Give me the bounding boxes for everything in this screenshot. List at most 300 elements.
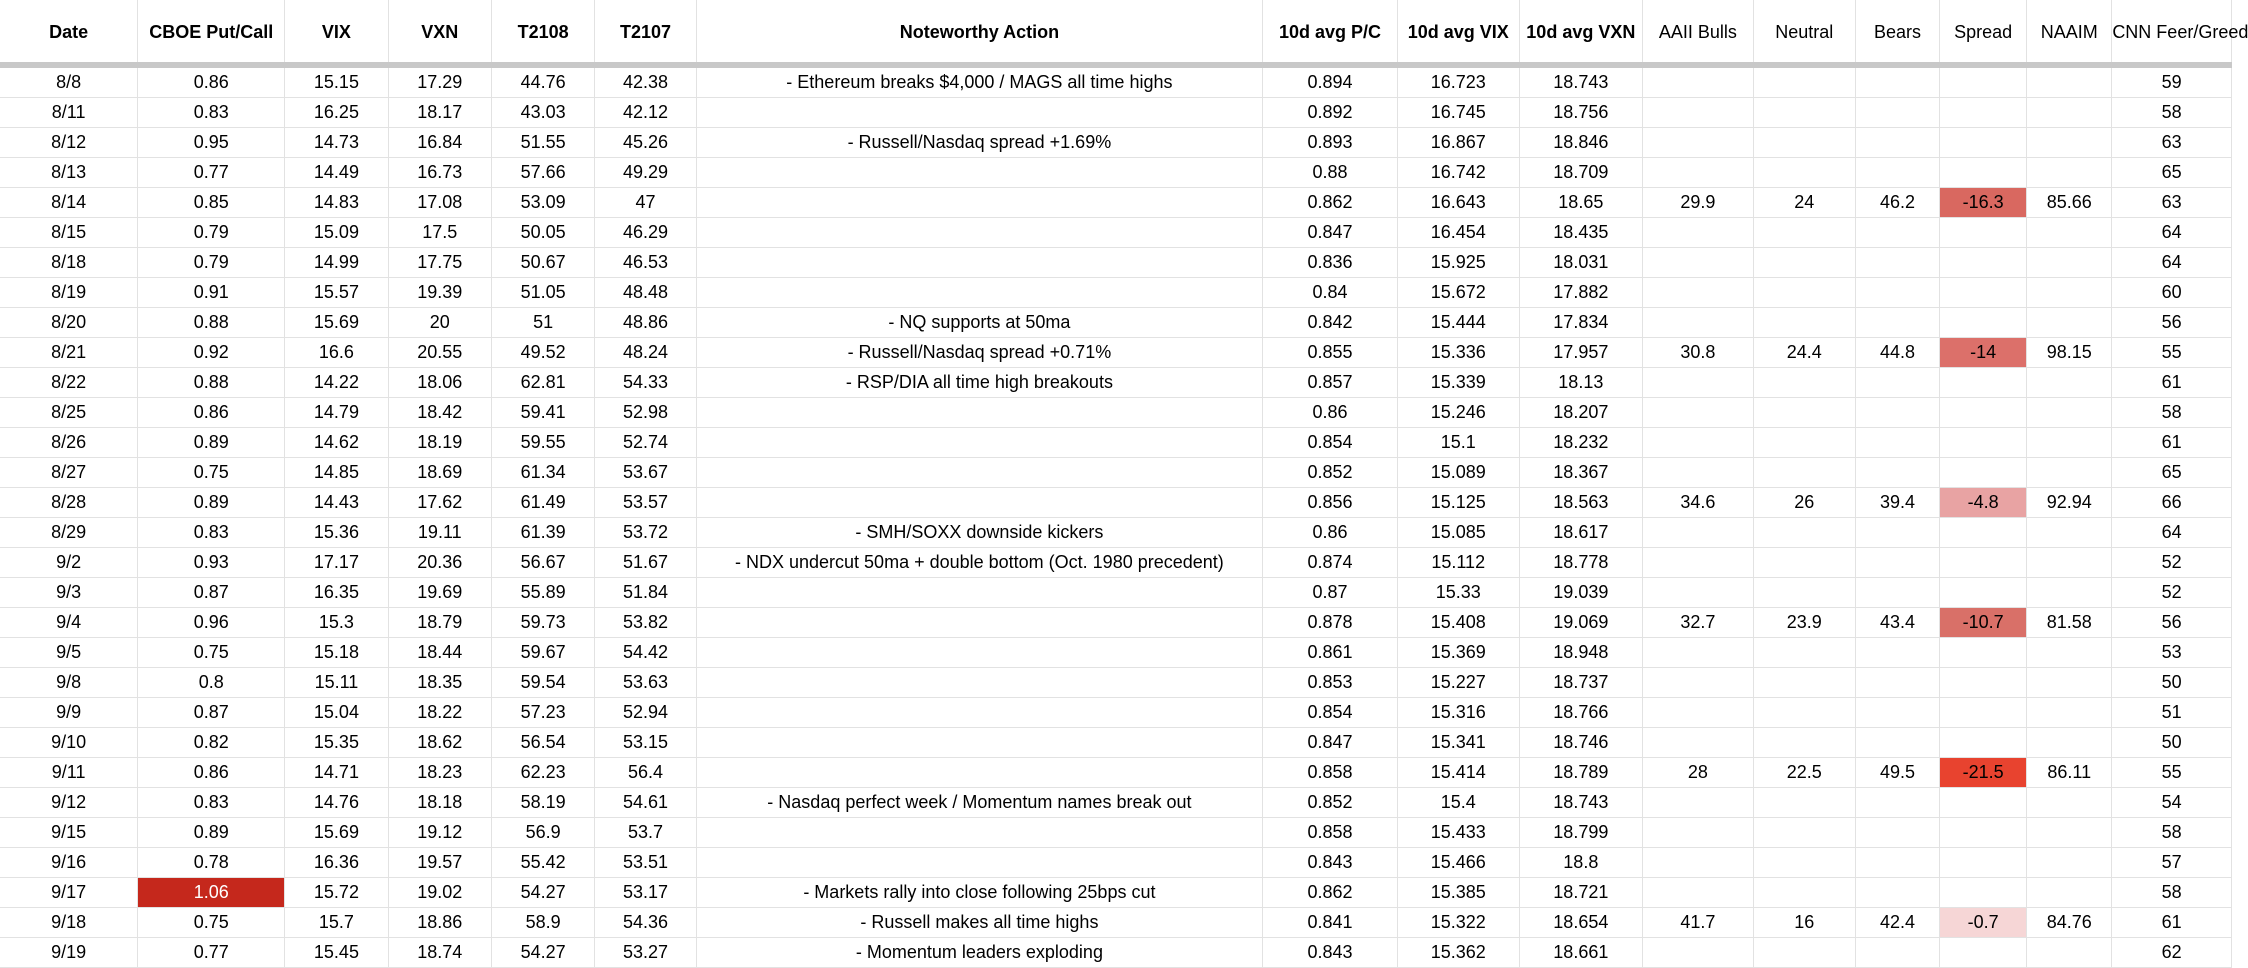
- cell-avg-vix[interactable]: 15.085: [1397, 518, 1519, 548]
- cell-vix[interactable]: 16.35: [285, 578, 388, 608]
- cell-avg-pc[interactable]: 0.858: [1263, 818, 1398, 848]
- cell-t2107[interactable]: 42.12: [595, 98, 696, 128]
- cell-naaim[interactable]: 92.94: [2027, 488, 2112, 518]
- cell-t2108[interactable]: 61.34: [491, 458, 594, 488]
- cell-vxn[interactable]: 18.06: [388, 368, 491, 398]
- cell-date[interactable]: 8/11: [0, 98, 138, 128]
- cell-vix[interactable]: 14.22: [285, 368, 388, 398]
- cell-cnn[interactable]: 58: [2112, 398, 2232, 428]
- column-header-avg-vxn[interactable]: 10d avg VXN: [1519, 0, 1643, 65]
- cell-neutral[interactable]: [1753, 938, 1855, 968]
- cell-spread[interactable]: -4.8: [1940, 488, 2027, 518]
- cell-date[interactable]: 8/25: [0, 398, 138, 428]
- cell-avg-vxn[interactable]: 18.746: [1519, 728, 1643, 758]
- cell-avg-vix[interactable]: 15.112: [1397, 548, 1519, 578]
- cell-spread[interactable]: [1940, 818, 2027, 848]
- cell-neutral[interactable]: [1753, 218, 1855, 248]
- cell-neutral[interactable]: [1753, 158, 1855, 188]
- cell-t2108[interactable]: 57.66: [491, 158, 594, 188]
- cell-vxn[interactable]: 18.18: [388, 788, 491, 818]
- cell-vxn[interactable]: 18.19: [388, 428, 491, 458]
- cell-vxn[interactable]: 18.79: [388, 608, 491, 638]
- cell-vix[interactable]: 15.69: [285, 308, 388, 338]
- cell-note[interactable]: [696, 248, 1262, 278]
- cell-avg-pc[interactable]: 0.861: [1263, 638, 1398, 668]
- cell-vix[interactable]: 14.43: [285, 488, 388, 518]
- cell-date[interactable]: 9/8: [0, 668, 138, 698]
- cell-bears[interactable]: [1855, 848, 1939, 878]
- cell-cnn[interactable]: 56: [2112, 308, 2232, 338]
- cell-bears[interactable]: [1855, 65, 1939, 98]
- cell-bulls[interactable]: 32.7: [1643, 608, 1753, 638]
- cell-spread[interactable]: [1940, 308, 2027, 338]
- cell-bears[interactable]: [1855, 818, 1939, 848]
- cell-t2107[interactable]: 48.48: [595, 278, 696, 308]
- cell-avg-vxn[interactable]: 18.743: [1519, 788, 1643, 818]
- cell-pc[interactable]: 0.77: [138, 938, 285, 968]
- cell-naaim[interactable]: [2027, 788, 2112, 818]
- cell-avg-vxn[interactable]: 18.709: [1519, 158, 1643, 188]
- cell-vxn[interactable]: 18.74: [388, 938, 491, 968]
- cell-t2107[interactable]: 51.67: [595, 548, 696, 578]
- cell-neutral[interactable]: [1753, 518, 1855, 548]
- cell-note[interactable]: - Momentum leaders exploding: [696, 938, 1262, 968]
- cell-neutral[interactable]: [1753, 668, 1855, 698]
- cell-pc[interactable]: 0.79: [138, 218, 285, 248]
- cell-naaim[interactable]: [2027, 128, 2112, 158]
- cell-note[interactable]: [696, 638, 1262, 668]
- cell-avg-vix[interactable]: 16.454: [1397, 218, 1519, 248]
- column-header-avg-vix[interactable]: 10d avg VIX: [1397, 0, 1519, 65]
- cell-bulls[interactable]: [1643, 818, 1753, 848]
- cell-avg-vix[interactable]: 15.336: [1397, 338, 1519, 368]
- cell-t2107[interactable]: 46.29: [595, 218, 696, 248]
- cell-t2107[interactable]: 53.82: [595, 608, 696, 638]
- cell-avg-vxn[interactable]: 18.232: [1519, 428, 1643, 458]
- cell-avg-vxn[interactable]: 18.617: [1519, 518, 1643, 548]
- cell-naaim[interactable]: [2027, 65, 2112, 98]
- cell-avg-pc[interactable]: 0.852: [1263, 458, 1398, 488]
- cell-naaim[interactable]: [2027, 578, 2112, 608]
- cell-t2107[interactable]: 52.74: [595, 428, 696, 458]
- cell-note[interactable]: - Markets rally into close following 25bps cut: [696, 878, 1262, 908]
- cell-cnn[interactable]: 54: [2112, 788, 2232, 818]
- cell-pc[interactable]: 0.93: [138, 548, 285, 578]
- cell-vxn[interactable]: 18.35: [388, 668, 491, 698]
- column-header-vix[interactable]: VIX: [285, 0, 388, 65]
- cell-vix[interactable]: 17.17: [285, 548, 388, 578]
- cell-naaim[interactable]: [2027, 278, 2112, 308]
- cell-neutral[interactable]: [1753, 98, 1855, 128]
- cell-spread[interactable]: [1940, 128, 2027, 158]
- cell-neutral[interactable]: [1753, 728, 1855, 758]
- cell-bears[interactable]: [1855, 428, 1939, 458]
- cell-neutral[interactable]: [1753, 698, 1855, 728]
- cell-avg-vxn[interactable]: 18.435: [1519, 218, 1643, 248]
- column-header-pc[interactable]: CBOE Put/Call: [138, 0, 285, 65]
- cell-pc[interactable]: 0.86: [138, 65, 285, 98]
- cell-avg-vxn[interactable]: 18.367: [1519, 458, 1643, 488]
- cell-naaim[interactable]: 81.58: [2027, 608, 2112, 638]
- cell-bears[interactable]: [1855, 938, 1939, 968]
- cell-neutral[interactable]: 23.9: [1753, 608, 1855, 638]
- cell-avg-vix[interactable]: 15.246: [1397, 398, 1519, 428]
- cell-t2107[interactable]: 53.63: [595, 668, 696, 698]
- cell-avg-vix[interactable]: 15.466: [1397, 848, 1519, 878]
- cell-t2107[interactable]: 54.61: [595, 788, 696, 818]
- cell-avg-pc[interactable]: 0.841: [1263, 908, 1398, 938]
- cell-spread[interactable]: [1940, 398, 2027, 428]
- cell-t2108[interactable]: 56.67: [491, 548, 594, 578]
- cell-date[interactable]: 8/12: [0, 128, 138, 158]
- cell-note[interactable]: [696, 278, 1262, 308]
- cell-avg-pc[interactable]: 0.843: [1263, 848, 1398, 878]
- cell-spread[interactable]: [1940, 848, 2027, 878]
- cell-vix[interactable]: 14.73: [285, 128, 388, 158]
- cell-avg-vxn[interactable]: 18.654: [1519, 908, 1643, 938]
- cell-t2108[interactable]: 55.42: [491, 848, 594, 878]
- cell-t2107[interactable]: 53.67: [595, 458, 696, 488]
- cell-vix[interactable]: 15.15: [285, 65, 388, 98]
- cell-t2108[interactable]: 62.81: [491, 368, 594, 398]
- cell-pc[interactable]: 1.06: [138, 878, 285, 908]
- column-header-bears[interactable]: Bears: [1855, 0, 1939, 65]
- cell-naaim[interactable]: [2027, 818, 2112, 848]
- cell-bulls[interactable]: 34.6: [1643, 488, 1753, 518]
- cell-note[interactable]: [696, 578, 1262, 608]
- cell-cnn[interactable]: 57: [2112, 848, 2232, 878]
- cell-avg-vxn[interactable]: 18.846: [1519, 128, 1643, 158]
- cell-avg-vxn[interactable]: 18.721: [1519, 878, 1643, 908]
- cell-cnn[interactable]: 55: [2112, 338, 2232, 368]
- cell-t2108[interactable]: 50.05: [491, 218, 594, 248]
- cell-avg-vxn[interactable]: 18.778: [1519, 548, 1643, 578]
- cell-note[interactable]: [696, 608, 1262, 638]
- cell-bears[interactable]: [1855, 248, 1939, 278]
- column-header-t2107[interactable]: T2107: [595, 0, 696, 65]
- cell-pc[interactable]: 0.78: [138, 848, 285, 878]
- cell-bears[interactable]: [1855, 218, 1939, 248]
- cell-date[interactable]: 9/17: [0, 878, 138, 908]
- column-header-spread[interactable]: Spread: [1940, 0, 2027, 65]
- cell-note[interactable]: - RSP/DIA all time high breakouts: [696, 368, 1262, 398]
- cell-cnn[interactable]: 56: [2112, 608, 2232, 638]
- cell-neutral[interactable]: [1753, 308, 1855, 338]
- cell-vix[interactable]: 14.85: [285, 458, 388, 488]
- cell-avg-vxn[interactable]: 17.957: [1519, 338, 1643, 368]
- cell-avg-vix[interactable]: 15.1: [1397, 428, 1519, 458]
- cell-t2107[interactable]: 54.33: [595, 368, 696, 398]
- cell-bears[interactable]: [1855, 548, 1939, 578]
- cell-bears[interactable]: [1855, 308, 1939, 338]
- cell-neutral[interactable]: 16: [1753, 908, 1855, 938]
- cell-note[interactable]: [696, 188, 1262, 218]
- column-header-neutral[interactable]: Neutral: [1753, 0, 1855, 65]
- cell-date[interactable]: 9/10: [0, 728, 138, 758]
- cell-bulls[interactable]: [1643, 518, 1753, 548]
- cell-avg-vxn[interactable]: 18.799: [1519, 818, 1643, 848]
- cell-bears[interactable]: [1855, 518, 1939, 548]
- cell-t2107[interactable]: 53.7: [595, 818, 696, 848]
- cell-vix[interactable]: 15.04: [285, 698, 388, 728]
- cell-spread[interactable]: -21.5: [1940, 758, 2027, 788]
- cell-vxn[interactable]: 17.5: [388, 218, 491, 248]
- cell-t2107[interactable]: 53.17: [595, 878, 696, 908]
- cell-bulls[interactable]: [1643, 938, 1753, 968]
- cell-spread[interactable]: [1940, 938, 2027, 968]
- cell-naaim[interactable]: 86.11: [2027, 758, 2112, 788]
- cell-date[interactable]: 8/14: [0, 188, 138, 218]
- cell-bulls[interactable]: [1643, 278, 1753, 308]
- cell-avg-vxn[interactable]: 18.207: [1519, 398, 1643, 428]
- cell-vix[interactable]: 15.11: [285, 668, 388, 698]
- cell-avg-vix[interactable]: 15.362: [1397, 938, 1519, 968]
- cell-avg-vix[interactable]: 15.672: [1397, 278, 1519, 308]
- cell-naaim[interactable]: [2027, 158, 2112, 188]
- cell-spread[interactable]: [1940, 368, 2027, 398]
- cell-avg-pc[interactable]: 0.874: [1263, 548, 1398, 578]
- cell-note[interactable]: [696, 218, 1262, 248]
- cell-t2107[interactable]: 46.53: [595, 248, 696, 278]
- cell-bulls[interactable]: [1643, 368, 1753, 398]
- cell-spread[interactable]: [1940, 578, 2027, 608]
- cell-neutral[interactable]: [1753, 398, 1855, 428]
- cell-bulls[interactable]: [1643, 248, 1753, 278]
- cell-spread[interactable]: [1940, 878, 2027, 908]
- cell-bulls[interactable]: [1643, 668, 1753, 698]
- cell-pc[interactable]: 0.89: [138, 818, 285, 848]
- cell-neutral[interactable]: [1753, 788, 1855, 818]
- cell-vxn[interactable]: 17.75: [388, 248, 491, 278]
- cell-avg-pc[interactable]: 0.852: [1263, 788, 1398, 818]
- cell-note[interactable]: [696, 428, 1262, 458]
- cell-avg-vxn[interactable]: 18.661: [1519, 938, 1643, 968]
- cell-pc[interactable]: 0.75: [138, 638, 285, 668]
- cell-date[interactable]: 8/28: [0, 488, 138, 518]
- cell-naaim[interactable]: [2027, 848, 2112, 878]
- cell-spread[interactable]: [1940, 638, 2027, 668]
- cell-t2108[interactable]: 43.03: [491, 98, 594, 128]
- cell-bulls[interactable]: [1643, 878, 1753, 908]
- cell-bulls[interactable]: [1643, 65, 1753, 98]
- cell-avg-pc[interactable]: 0.86: [1263, 518, 1398, 548]
- column-header-date[interactable]: Date: [0, 0, 138, 65]
- cell-neutral[interactable]: [1753, 878, 1855, 908]
- cell-vxn[interactable]: 16.73: [388, 158, 491, 188]
- cell-vxn[interactable]: 17.62: [388, 488, 491, 518]
- cell-avg-pc[interactable]: 0.84: [1263, 278, 1398, 308]
- cell-neutral[interactable]: [1753, 818, 1855, 848]
- cell-note[interactable]: - Russell/Nasdaq spread +1.69%: [696, 128, 1262, 158]
- cell-date[interactable]: 8/15: [0, 218, 138, 248]
- cell-avg-vxn[interactable]: 18.789: [1519, 758, 1643, 788]
- column-header-bulls[interactable]: AAII Bulls: [1643, 0, 1753, 65]
- cell-avg-pc[interactable]: 0.847: [1263, 728, 1398, 758]
- cell-spread[interactable]: [1940, 428, 2027, 458]
- cell-avg-vix[interactable]: 15.369: [1397, 638, 1519, 668]
- cell-pc[interactable]: 0.79: [138, 248, 285, 278]
- cell-cnn[interactable]: 66: [2112, 488, 2232, 518]
- cell-vix[interactable]: 15.3: [285, 608, 388, 638]
- cell-neutral[interactable]: [1753, 248, 1855, 278]
- cell-t2107[interactable]: 53.27: [595, 938, 696, 968]
- cell-bears[interactable]: 46.2: [1855, 188, 1939, 218]
- cell-cnn[interactable]: 65: [2112, 158, 2232, 188]
- cell-avg-pc[interactable]: 0.87: [1263, 578, 1398, 608]
- cell-t2108[interactable]: 58.19: [491, 788, 594, 818]
- cell-avg-vxn[interactable]: 18.756: [1519, 98, 1643, 128]
- cell-note[interactable]: - Nasdaq perfect week / Momentum names break out: [696, 788, 1262, 818]
- cell-naaim[interactable]: 98.15: [2027, 338, 2112, 368]
- cell-vix[interactable]: 14.49: [285, 158, 388, 188]
- cell-naaim[interactable]: [2027, 938, 2112, 968]
- cell-t2108[interactable]: 58.9: [491, 908, 594, 938]
- cell-avg-vxn[interactable]: 18.766: [1519, 698, 1643, 728]
- cell-avg-vxn[interactable]: 18.948: [1519, 638, 1643, 668]
- cell-avg-vix[interactable]: 15.408: [1397, 608, 1519, 638]
- cell-bears[interactable]: [1855, 398, 1939, 428]
- cell-vix[interactable]: 15.35: [285, 728, 388, 758]
- cell-pc[interactable]: 0.86: [138, 398, 285, 428]
- cell-vxn[interactable]: 19.02: [388, 878, 491, 908]
- cell-vxn[interactable]: 18.44: [388, 638, 491, 668]
- cell-date[interactable]: 8/21: [0, 338, 138, 368]
- cell-cnn[interactable]: 52: [2112, 548, 2232, 578]
- cell-spread[interactable]: [1940, 458, 2027, 488]
- cell-avg-vix[interactable]: 16.742: [1397, 158, 1519, 188]
- cell-pc[interactable]: 0.95: [138, 128, 285, 158]
- cell-avg-vix[interactable]: 15.089: [1397, 458, 1519, 488]
- cell-vix[interactable]: 14.83: [285, 188, 388, 218]
- cell-t2108[interactable]: 53.09: [491, 188, 594, 218]
- cell-t2107[interactable]: 48.86: [595, 308, 696, 338]
- cell-vix[interactable]: 15.7: [285, 908, 388, 938]
- cell-neutral[interactable]: [1753, 368, 1855, 398]
- cell-note[interactable]: [696, 158, 1262, 188]
- cell-date[interactable]: 8/19: [0, 278, 138, 308]
- cell-avg-vix[interactable]: 15.4: [1397, 788, 1519, 818]
- cell-avg-vix[interactable]: 15.227: [1397, 668, 1519, 698]
- cell-naaim[interactable]: [2027, 218, 2112, 248]
- cell-avg-vix[interactable]: 15.33: [1397, 578, 1519, 608]
- cell-bears[interactable]: [1855, 788, 1939, 818]
- cell-date[interactable]: 9/3: [0, 578, 138, 608]
- cell-cnn[interactable]: 64: [2112, 218, 2232, 248]
- cell-avg-pc[interactable]: 0.847: [1263, 218, 1398, 248]
- cell-t2108[interactable]: 51.55: [491, 128, 594, 158]
- cell-avg-pc[interactable]: 0.862: [1263, 188, 1398, 218]
- cell-t2107[interactable]: 56.4: [595, 758, 696, 788]
- cell-cnn[interactable]: 61: [2112, 908, 2232, 938]
- cell-date[interactable]: 9/4: [0, 608, 138, 638]
- cell-spread[interactable]: [1940, 548, 2027, 578]
- cell-neutral[interactable]: [1753, 128, 1855, 158]
- cell-avg-pc[interactable]: 0.892: [1263, 98, 1398, 128]
- cell-t2108[interactable]: 59.41: [491, 398, 594, 428]
- cell-avg-vxn[interactable]: 18.737: [1519, 668, 1643, 698]
- cell-bulls[interactable]: [1643, 158, 1753, 188]
- cell-avg-vxn[interactable]: 17.882: [1519, 278, 1643, 308]
- cell-t2108[interactable]: 59.55: [491, 428, 594, 458]
- cell-naaim[interactable]: 85.66: [2027, 188, 2112, 218]
- cell-t2108[interactable]: 51: [491, 308, 594, 338]
- cell-bears[interactable]: [1855, 98, 1939, 128]
- cell-cnn[interactable]: 64: [2112, 248, 2232, 278]
- cell-pc[interactable]: 0.87: [138, 698, 285, 728]
- cell-avg-vix[interactable]: 15.433: [1397, 818, 1519, 848]
- cell-spread[interactable]: [1940, 698, 2027, 728]
- cell-t2107[interactable]: 53.51: [595, 848, 696, 878]
- cell-neutral[interactable]: [1753, 578, 1855, 608]
- cell-date[interactable]: 9/5: [0, 638, 138, 668]
- column-header-note[interactable]: Noteworthy Action: [696, 0, 1262, 65]
- cell-avg-pc[interactable]: 0.854: [1263, 428, 1398, 458]
- cell-pc[interactable]: 0.91: [138, 278, 285, 308]
- cell-bulls[interactable]: [1643, 848, 1753, 878]
- column-header-t2108[interactable]: T2108: [491, 0, 594, 65]
- cell-pc[interactable]: 0.96: [138, 608, 285, 638]
- cell-pc[interactable]: 0.92: [138, 338, 285, 368]
- cell-bears[interactable]: [1855, 158, 1939, 188]
- cell-pc[interactable]: 0.83: [138, 98, 285, 128]
- cell-pc[interactable]: 0.83: [138, 518, 285, 548]
- cell-vxn[interactable]: 20: [388, 308, 491, 338]
- cell-avg-vxn[interactable]: 18.8: [1519, 848, 1643, 878]
- cell-pc[interactable]: 0.83: [138, 788, 285, 818]
- cell-cnn[interactable]: 52: [2112, 578, 2232, 608]
- cell-pc[interactable]: 0.86: [138, 758, 285, 788]
- cell-avg-pc[interactable]: 0.894: [1263, 65, 1398, 98]
- cell-vxn[interactable]: 18.86: [388, 908, 491, 938]
- cell-t2107[interactable]: 51.84: [595, 578, 696, 608]
- cell-avg-vxn[interactable]: 18.65: [1519, 188, 1643, 218]
- cell-cnn[interactable]: 61: [2112, 368, 2232, 398]
- cell-naaim[interactable]: [2027, 518, 2112, 548]
- cell-vxn[interactable]: 18.22: [388, 698, 491, 728]
- cell-t2108[interactable]: 56.54: [491, 728, 594, 758]
- cell-bears[interactable]: 39.4: [1855, 488, 1939, 518]
- cell-bulls[interactable]: 29.9: [1643, 188, 1753, 218]
- cell-vix[interactable]: 14.62: [285, 428, 388, 458]
- cell-cnn[interactable]: 50: [2112, 668, 2232, 698]
- cell-avg-vix[interactable]: 16.745: [1397, 98, 1519, 128]
- cell-cnn[interactable]: 58: [2112, 98, 2232, 128]
- cell-date[interactable]: 8/8: [0, 65, 138, 98]
- cell-t2107[interactable]: 53.72: [595, 518, 696, 548]
- cell-spread[interactable]: [1940, 158, 2027, 188]
- cell-pc[interactable]: 0.89: [138, 428, 285, 458]
- cell-cnn[interactable]: 60: [2112, 278, 2232, 308]
- cell-bulls[interactable]: [1643, 698, 1753, 728]
- cell-avg-vix[interactable]: 15.385: [1397, 878, 1519, 908]
- column-header-vxn[interactable]: VXN: [388, 0, 491, 65]
- cell-bears[interactable]: 44.8: [1855, 338, 1939, 368]
- cell-t2108[interactable]: 61.39: [491, 518, 594, 548]
- cell-bulls[interactable]: [1643, 308, 1753, 338]
- cell-pc[interactable]: 0.85: [138, 188, 285, 218]
- cell-bulls[interactable]: [1643, 98, 1753, 128]
- cell-bulls[interactable]: [1643, 218, 1753, 248]
- cell-t2108[interactable]: 59.54: [491, 668, 594, 698]
- cell-naaim[interactable]: [2027, 548, 2112, 578]
- cell-spread[interactable]: [1940, 788, 2027, 818]
- column-header-avg-pc[interactable]: 10d avg P/C: [1263, 0, 1398, 65]
- cell-note[interactable]: [696, 398, 1262, 428]
- cell-naaim[interactable]: [2027, 368, 2112, 398]
- cell-cnn[interactable]: 61: [2112, 428, 2232, 458]
- cell-bears[interactable]: [1855, 368, 1939, 398]
- cell-naaim[interactable]: [2027, 878, 2112, 908]
